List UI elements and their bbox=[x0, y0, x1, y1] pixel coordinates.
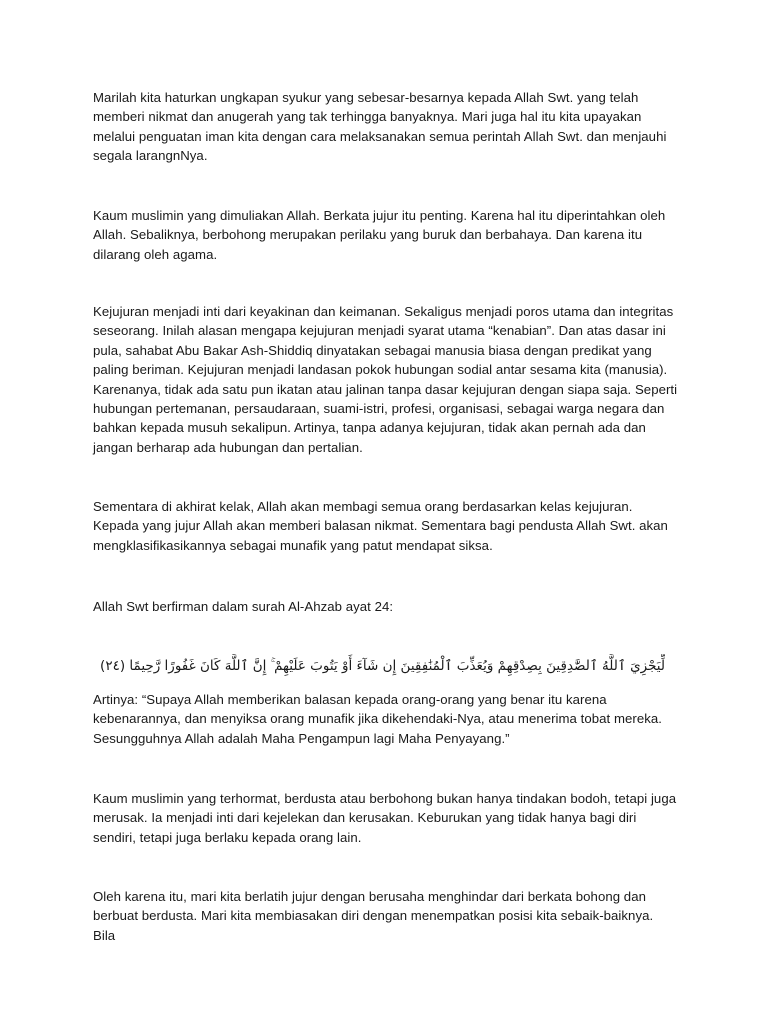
paragraph-verse-translation: Artinya: “Supaya Allah memberikan balasan kepada orang-orang yang benar itu karena kebenarannya, dan menyiksa orang munafik jika dikehendaki-Nya, atau menerima tobat mereka. Sesungguhnya Allah adalah Maha Pengampun lagi Maha Penyayang.” bbox=[93, 692, 662, 746]
paragraph-honesty-command: Kaum muslimin yang dimuliakan Allah. Berkata jujur itu penting. Karena hal itu diperintahkan oleh Allah. Sebaliknya, berbohong merupakan perilaku yang buruk dan berbahaya. Dan karena itu dilarang oleh agama. bbox=[93, 208, 666, 262]
arabic-verse: لِّيَجْزِيَ ٱللَّهُ ٱلصَّٰدِقِينَ بِصِدْقِهِمْ وَيُعَذِّبَ ٱلْمُنَٰفِقِينَ إِن شَآءَ أَوْ يَتُوبَ عَلَيْهِمْ ۚ إِنَّ ٱللَّهَ كَانَ غَفُورًا رَّحِيمًا (٢٤) bbox=[100, 658, 665, 674]
paragraph-afterlife: Sementara di akhirat kelak, Allah akan membagi semua orang berdasarkan kelas kejujuran. Kepada yang jujur Allah akan memberi balasan nikmat. Sementara bagi pendusta Allah Swt. akan mengklasifikasikannya sebagai munafik yang patut mendapat siksa. bbox=[93, 499, 668, 553]
paragraph-lying-harm: Kaum muslimin yang terhormat, berdusta atau berbohong bukan hanya tindakan bodoh, tetapi juga merusak. Ia menjadi inti dari kejelekan dan kerusakan. Keburukan yang tidak hanya bagi diri sendiri, tetapi juga berlaku kepada orang lain. bbox=[93, 791, 677, 845]
paragraph-honesty-core: Kejujuran menjadi inti dari keyakinan dan keimanan. Sekaligus menjadi poros utama dan integritas seseorang. Inilah alasan mengapa kejujuran menjadi syarat utama “kenabian”. Dan atas dasar ini pula, sahabat Abu Bakar Ash-Shiddiq dinyatakan sebagai manusia biasa dengan predikat yang paling beriman. Kejujuran menjadi landasan pokok hubungan sodial antar sesama kita (manusia). Karenanya, tidak ada satu pun ikatan atau jalinan tanpa dasar kejujuran dengan siapa saja. Seperti hubungan pertemanan, persaudaraan, suami-istri, profesi, organisasi, sebagai warga negara dan bahkan kepada musuh sekalipun. Artinya, tanpa adanya kejujuran, tidak akan pernah ada dan jangan berharap ada hubungan dan pertalian. bbox=[93, 304, 678, 455]
paragraph-closing: Oleh karena itu, mari kita berlatih jujur dengan berusaha menghindar dari berkata bohong dan berbuat berdusta. Mari kita membiasakan diri dengan menempatkan posisi kita sebaik-baiknya. Bila bbox=[93, 889, 654, 943]
paragraph-opening: Marilah kita haturkan ungkapan syukur yang sebesar-besarnya kepada Allah Swt. yang telah memberi nikmat dan anugerah yang tak terhingga banyaknya. Mari juga hal itu kita upayakan melalui penguatan iman kita dengan cara melaksanakan semua perintah Allah Swt. dan menjauhi segala larangnNya. bbox=[93, 90, 667, 164]
paragraph-verse-intro: Allah Swt berfirman dalam surah Al-Ahzab ayat 24: bbox=[93, 599, 394, 614]
